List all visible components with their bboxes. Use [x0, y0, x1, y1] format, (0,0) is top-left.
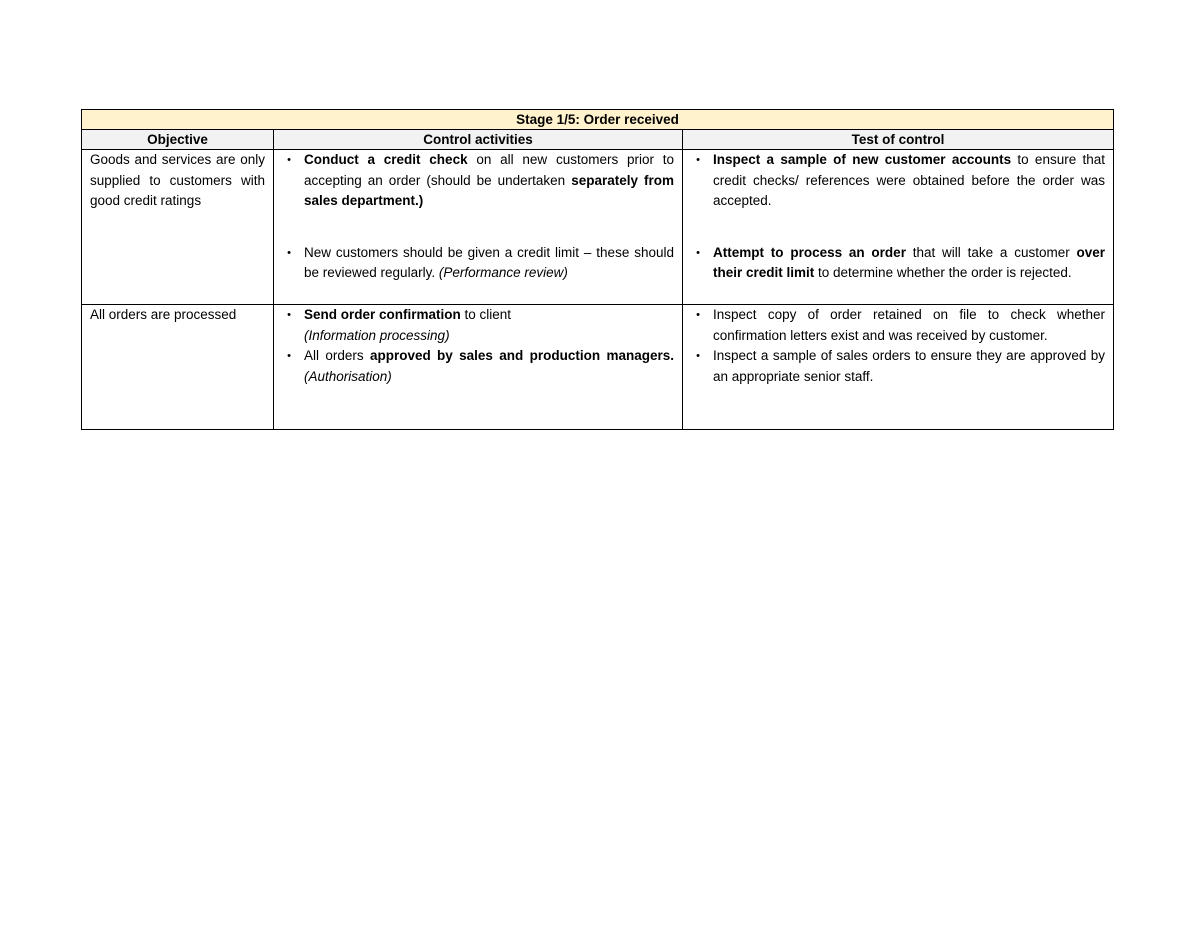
objective-header: Objective — [82, 130, 274, 150]
control-activity-item — [282, 305, 674, 346]
control-type-label: (Authorisation) — [304, 368, 392, 384]
test-text: to ensure that credit checks/ references were obtained before the order was accepted. — [713, 152, 1106, 208]
control-activity-item — [282, 150, 674, 212]
control-text: to client — [460, 307, 512, 322]
control-activity-item — [282, 243, 674, 284]
test-item — [691, 150, 1105, 212]
control-activities-cell — [274, 305, 683, 430]
control-table — [81, 109, 1114, 430]
control-text: New customers should be given a credit limit – these should be reviewed regularly. — [304, 244, 674, 280]
control-type-label: (Information processing) — [304, 327, 450, 343]
bullet-icon: • — [696, 309, 700, 321]
test-item — [691, 305, 1105, 346]
test-of-control-cell — [683, 305, 1114, 430]
bullet-icon: • — [287, 350, 291, 362]
control-activities-list — [282, 150, 674, 284]
control-bold-text: Send order confirmation — [304, 307, 461, 322]
control-type-label: (Performance review) — [438, 265, 568, 280]
control-activities-list — [282, 305, 674, 387]
control-activities-header: Control activities — [274, 130, 683, 150]
objective-cell: All orders are processed — [82, 305, 274, 430]
stage-header-row — [82, 110, 1114, 130]
control-bold-text: Conduct a credit check — [304, 152, 468, 167]
bullet-icon: • — [696, 246, 700, 259]
table-row — [82, 150, 1114, 305]
control-bold-text: approved by sales and production managers. — [369, 348, 674, 363]
test-bold-text: over their credit limit — [713, 244, 1106, 280]
test-of-control-list — [691, 305, 1105, 387]
column-header-row — [82, 130, 1114, 150]
bullet-icon: • — [287, 309, 291, 321]
spacer — [282, 212, 674, 243]
test-item — [691, 346, 1105, 387]
bullet-icon: • — [696, 350, 700, 362]
test-text: Inspect copy of order retained on file to check whether confirmation letters exist and was received by customer. — [713, 307, 1106, 343]
test-item — [691, 243, 1105, 284]
bullet-icon: • — [287, 154, 291, 166]
test-text: that will take a customer — [905, 244, 1077, 260]
table-row — [82, 305, 1114, 430]
control-text: All orders — [304, 348, 370, 363]
control-bold-text: separately from sales department.) — [304, 172, 674, 208]
bullet-icon: • — [287, 246, 291, 259]
spacer — [691, 212, 1105, 243]
test-bold-text: Attempt to process an order — [713, 244, 906, 260]
test-of-control-header: Test of control — [683, 130, 1114, 150]
stage-title: Stage 1/5: Order received — [82, 110, 1114, 130]
control-activity-item — [282, 346, 674, 387]
test-of-control-list — [691, 150, 1105, 284]
test-text: Inspect a sample of sales orders to ensure they are approved by an appropriate senior staff. — [713, 348, 1106, 384]
test-text: to determine whether the order is rejected. — [814, 265, 1072, 280]
control-activities-cell — [274, 150, 683, 305]
test-of-control-cell — [683, 150, 1114, 305]
control-text: on all new customers prior to accepting an order (should be undertaken — [304, 152, 675, 188]
test-bold-text: Inspect a sample of new customer accounts — [713, 152, 1012, 167]
bullet-icon: • — [696, 154, 700, 166]
objective-cell: Goods and services are only supplied to customers with good credit ratings — [82, 150, 274, 305]
